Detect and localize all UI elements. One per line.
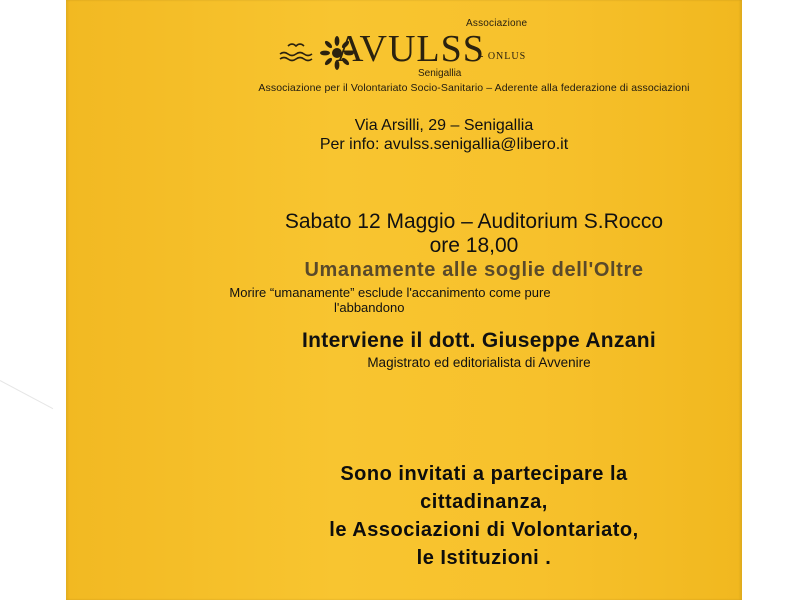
- invitation-line: cittadinanza,: [420, 491, 548, 513]
- event-description-line: l'abbandono: [334, 300, 405, 315]
- street-address: Via Arsilli, 29 – Senigallia: [354, 117, 534, 134]
- page-margin-right: [740, 0, 800, 600]
- speaker-name: Interviene il dott. Giuseppe Anzani: [302, 329, 656, 352]
- event-datetime: [66, 210, 742, 258]
- avulss-logo: [278, 16, 578, 79]
- event-title: Umanamente alle soglie dell'Oltre: [304, 259, 644, 281]
- speaker-role: Magistrato ed editorialista di Avvenire: [367, 355, 591, 370]
- logo-onlus-label: - ONLUS: [480, 51, 527, 62]
- contact-info: Per info: avulss.senigallia@libero.it: [319, 136, 569, 153]
- event-time: ore 18,00: [429, 234, 519, 257]
- event-date-place: Sabato 12 Maggio – Auditorium S.Rocco: [284, 210, 664, 233]
- waves-gull-icon: [278, 38, 314, 64]
- event-description: [200, 285, 580, 315]
- page-margin-left: [0, 0, 66, 600]
- event-description-line: Morire “umanamente” esclude l'accanimento come pure: [229, 285, 551, 300]
- association-subtitle: Associazione per il Volontariato Socio-Sanitario – Aderente alla federazione di associazioni: [258, 82, 690, 94]
- address-block: [66, 116, 742, 154]
- logo-city-label: Senigallia: [418, 68, 462, 79]
- invitation-line: le Istituzioni .: [416, 547, 552, 569]
- invitation-line: le Associazioni di Volontariato,: [329, 519, 639, 541]
- logo-association-label: Associazione: [466, 18, 528, 29]
- invitation-block: [66, 460, 742, 572]
- invitation-line: Sono invitati a partecipare la: [340, 463, 628, 485]
- flyer-sheet: [66, 0, 742, 600]
- logo-wordmark: AVULSS: [336, 28, 485, 70]
